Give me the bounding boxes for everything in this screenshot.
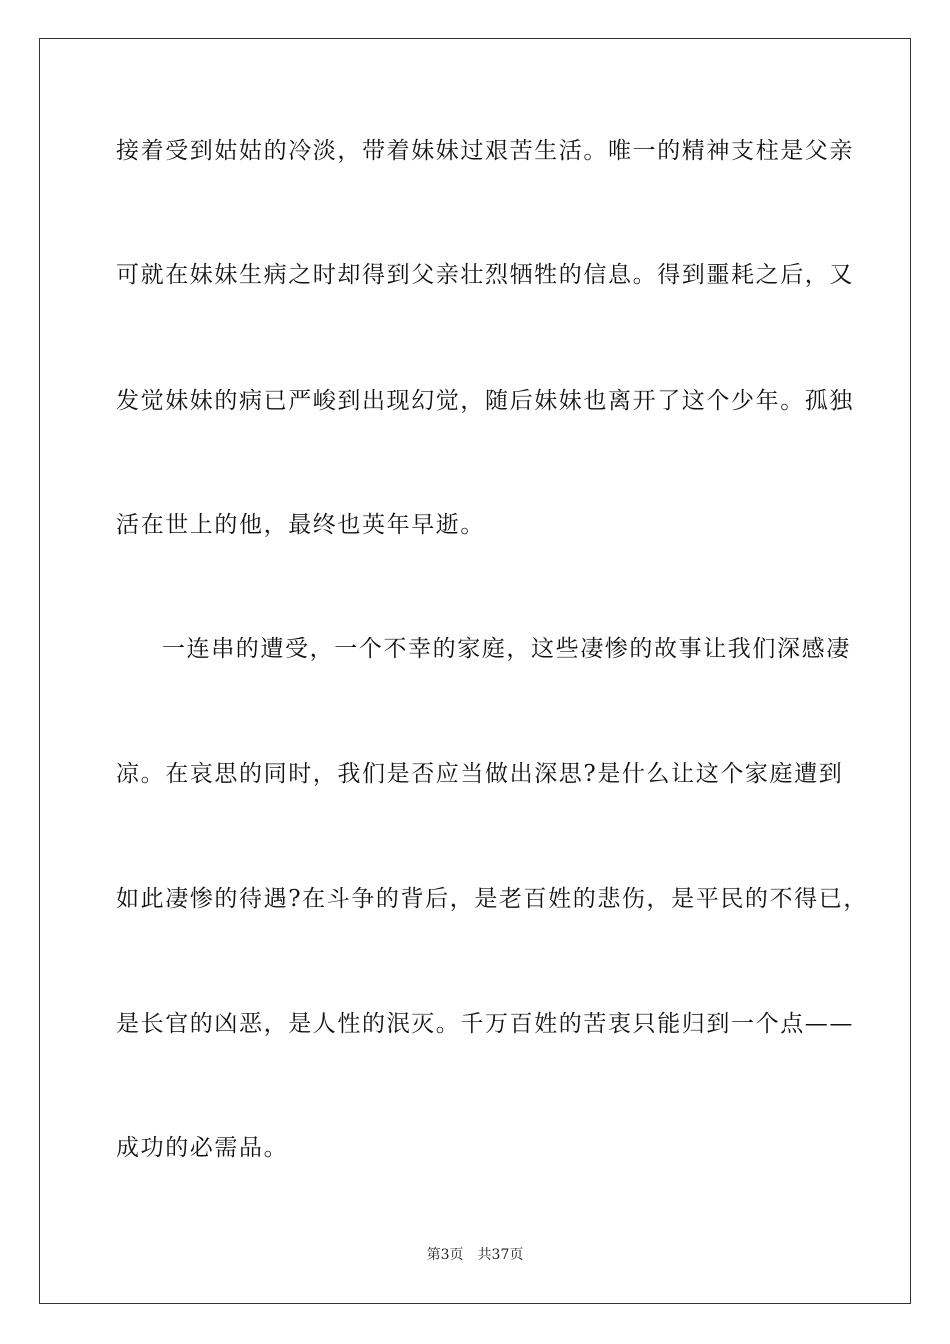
text-line-2: 可就在妹妹生病之时却得到父亲壮烈牺牲的信息。得到噩耗之后，又 xyxy=(116,262,854,288)
paragraph-start-line: 一连串的遭受，一个不幸的家庭，这些凄惨的故事让我们深感凄 xyxy=(162,636,851,662)
text-line-6: 凉。在哀思的同时，我们是否应当做出深思?是什么让这个家庭遭到 xyxy=(116,761,844,787)
text-line-4: 活在世上的他，最终也英年早逝。 xyxy=(116,512,485,538)
page-border xyxy=(39,38,911,1304)
page-number: 第3页 xyxy=(426,1247,464,1263)
page-total: 共37页 xyxy=(477,1247,524,1263)
text-line-7: 如此凄惨的待遇?在斗争的背后，是老百姓的悲伤，是平民的不得已， xyxy=(116,886,868,912)
text-line-3: 发觉妹妹的病已严峻到出现幻觉，随后妹妹也离开了这个少年。孤独 xyxy=(116,388,854,414)
text-line-1: 接着受到姑姑的冷淡，带着妹妹过艰苦生活。唯一的精神支柱是父亲 xyxy=(116,138,854,164)
text-line-9: 成功的必需品。 xyxy=(116,1135,289,1161)
page-footer xyxy=(0,1246,950,1264)
text-line-8: 是长官的凶恶，是人性的泯灭。千万百姓的苦衷只能归到一个点—— xyxy=(116,1011,854,1037)
